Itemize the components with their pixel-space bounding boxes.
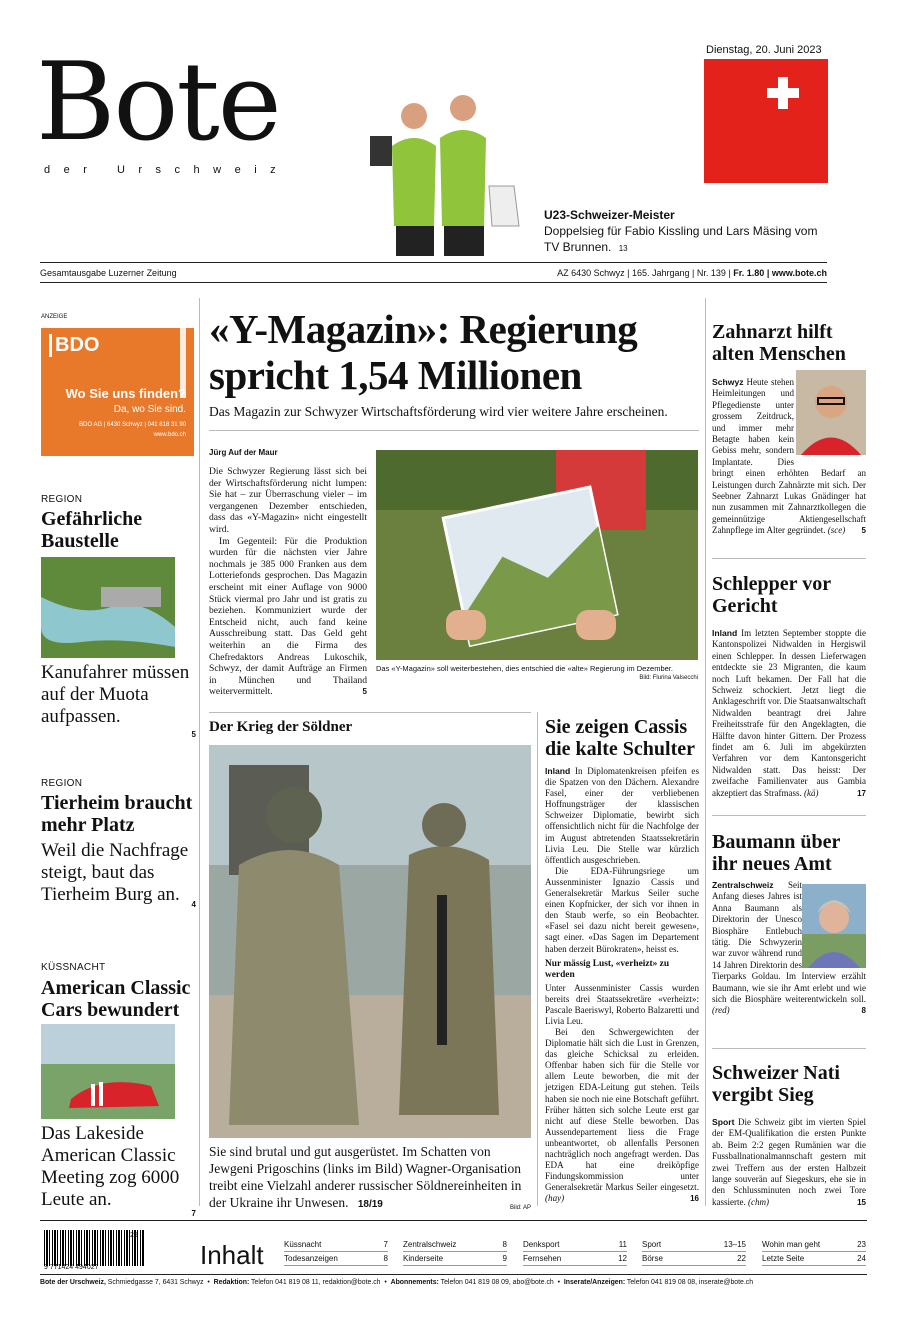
right-headline-4[interactable]: Schweizer Nati vergibt Sieg [712, 1062, 840, 1106]
right-headline-1[interactable]: Zahnarzt hilft alten Menschen [712, 321, 846, 365]
lead-body: Die Schwyzer Regierung lässt sich bei der Wirtschaftsförderung nicht lumpen: Sie hat – zur Überraschung vieler – im vergangenen Dezember entschieden, dass das «Y-Magazin» nicht eingestellt wird. Im Gegenteil: Für die Produktion wurden für die nächsten vier Jahre nochmals je 385 000 Franken aus dem Lotteriefonds gesprochen. Das Magazin erscheint mit einer Auflage von 9000 Stück viermal pro Jahr und ist gratis zu beziehen. Kommuniziert wurde der Entscheid nicht, auch fand keine Ausschreibung statt. Das Geld geht weiterhin an die Firma des Chefredaktors Andreas Lukoschik, Schwyz, der damit Aufträge an Firmen in München und Thailand weitervermittelt. 5 [209, 466, 367, 698]
left-title-1[interactable]: Gefährliche Baustelle [41, 508, 143, 552]
teaser[interactable] [544, 207, 834, 257]
masthead-subtitle: der Urschweiz [44, 164, 290, 176]
issue-info: AZ 6430 Schwyz | 165. Jahrgang | Nr. 139 | Fr. 1.80 | www.bote.ch [557, 268, 827, 278]
masthead-logo [36, 40, 356, 188]
lead-author: Jürg Auf der Maur [209, 448, 278, 457]
index-col-3 [523, 1238, 627, 1266]
athletes-photo [364, 86, 524, 261]
index-item[interactable]: Denksport 11 [523, 1238, 627, 1252]
barcode-number: 9 771424 494027 [44, 1264, 99, 1271]
right-text-3: Zentralschweiz Seit Anfang dieses Jahres ist Anna Baumann als Direktorin der Unesco Biosphäre Entlebuch tätig. Die Schwyzerin war zuvor während rund 14 Jahren Direktorin des Tierparks Goldau. Im Interview erzählt Baumann, wie sie ihr Amt erlebt und wie sich die Biosphäre weiterentwickeln soll. (red) 8 [712, 880, 866, 1016]
index-col-1 [284, 1238, 388, 1266]
index-col-2 [403, 1238, 507, 1266]
index-item[interactable]: Sport 13–15 [642, 1238, 746, 1252]
cassis-subhead: Nur mässig Lust, «verheizt» zu werden [545, 958, 670, 980]
index-item[interactable]: Wohin man geht 23 [762, 1238, 866, 1252]
right-text-2: Inland Im letzten September stoppte die Kantonspolizei Nidwalden in Hergiswil einen Schlepper. In dessen Lieferwagen entdeckte sie 23 Migranten, die kaum noch Luft bekamen. Der Fall hat die Schweiz schockiert. Jetzt liegt die Anklageschrift vor. Die Staatsanwaltschaft Nidwalden beantragt drei Jahre Freiheitsstrafe für den Angeklagten, die Hälfte davon hinter Gittern. Der Prozess findet am 6. Juli im abgekürzten Verfahren vor dem Kantonsgericht Nidwalden statt. Das heisst: Der zweifache Familienvater aus Gambia akzeptiert das Strafmass. (kä) 17 [712, 628, 866, 798]
masthead-title: Bote [36, 40, 280, 165]
krieg-pages: 18/19 [357, 1199, 383, 1210]
teaser-text: Doppelsieg für Fabio Kissling und Lars Mäsing vom TV Brunnen. [544, 224, 818, 254]
edition: Gesamtausgabe Luzerner Zeitung [40, 268, 177, 278]
right-text-1: Schwyz Heute stehen Heimleitungen und Pflegedienste unter grossem Zeitdruck, und immer mehr Betagte haben kein Gebiss mehr, sondern Implantate. Dies bringt einen erhöhten Bedarf an Leistungen durch Zahnärzte mit sich. Der Seebner Zahnarzt Lukas Gnädinger hat nun zusammen mit Zahnarztkollegen die gemeinnützige Aktiengesellschaft Zahnpflege im Alter gegründet. (sce) 5 [712, 377, 866, 536]
cassis-body: Inland In Diplomatenkreisen pfeifen es die Spatzen von den Dächern. Alexandre Fasel, einer der verbliebenen Hoffnungsträger der klassischen Schweizer Diplomatie, bewirbt sich offensichtlich nicht für die Nachfolge der im August abtretenden Staatssekretärin Livia Leu. Die Stelle war kürzlich öffentlich ausgeschrieben. Die EDA-Führungsriege um Aussenminister Ignazio Cassis und Generalsekretär Markus Seiler suche einen Kopfnicker, der sich vor ihnen in den Staub werfe, so ein Beobachter. «Fasel sei dazu nicht bereit gewesen», sagt einer. «Das Sagen im Departement haben derzeit Bürokraten», heisst es. Nur mässig Lust, «verheizt» zu werden Unter Aussenminister Cassis wurden bereits drei Staatssekretäre «verheizt»: Pascale Baeriswyl, Roberto Balzaretti und Livia Leu. Bei den Schwergewichten der Diplomatie hält sich die Lust in Grenzen, das gleiche Schicksal zu erleiden. Offenbar haben sich für die Stelle vor allem Leute beworben, die mit der jetzigen EDA-Leitung gut stehen. Teils haben sie noch nie eine Botschaft geführt. Früher hätten sich solche Leute erst gar nicht auf diese Stelle beworben. Das Aussendepartement liess die Frage unbeantwortet, ob allenfalls Personen nachträglich noch angefragt werden. Das EDA hat eine dreiköpfige Findungskommission unter Generalsekretär Markus Seiler eingesetzt. (hay) 16 [545, 766, 699, 1204]
ad-label: ANZEIGE [41, 314, 68, 320]
bdo-logo: BDO [49, 334, 99, 357]
left-kicker-1: REGION [41, 494, 83, 505]
footer-inserate[interactable]: Telefon 041 819 08 08, inserate@bote.ch [626, 1279, 754, 1286]
date: Dienstag, 20. Juni 2023 [706, 44, 822, 56]
index-item[interactable]: Todesanzeigen 8 [284, 1252, 388, 1266]
price: Fr. 1.80 [733, 268, 765, 278]
index-col-4 [642, 1238, 746, 1266]
right-text-4: Sport Die Schweiz gibt im vierten Spiel der EM-Qualifikation die ersten Punkte ab. Beim 2:2 gegen Rumänien war die Fussballnationalmannschaft gestern mit zwei Treffern aus der ersten Halbzeit lange souverän auf Siegeskurs, ehe sie in den Schlussminuten noch zwei Tore kassierte. (chm) 15 [712, 1117, 866, 1207]
krieg-kicker[interactable]: Der Krieg der Söldner [209, 719, 353, 735]
footer-redaktion[interactable]: Telefon 041 819 08 11, redaktion@bote.ch [251, 1279, 381, 1286]
ad-headline: Wo Sie uns finden? [65, 386, 186, 401]
teaser-page: 13 [618, 244, 628, 253]
index-item[interactable]: Küssnacht 7 [284, 1238, 388, 1252]
lead-caption: Das «Y-Magazin» soll weiterbestehen, dies entschied die «alte» Regierung im Dezember. Bild: Flurina Valsecchi [376, 664, 698, 683]
index-item[interactable]: Letzte Seite 24 [762, 1252, 866, 1266]
ad-sub: Da, wo Sie sind. [113, 404, 186, 415]
magazine-photo [376, 450, 698, 660]
lead-credit: Bild: Flurina Valsecchi [639, 674, 698, 681]
index-item[interactable]: Zentralschweiz 8 [403, 1238, 507, 1252]
index-title: Inhalt [200, 1240, 264, 1270]
left-text-2: Weil die Nachfrage steigt, baut das Tierheim Burg an. 4 [41, 840, 196, 909]
cars-photo [41, 1024, 175, 1119]
barcode [44, 1230, 144, 1266]
krieg-caption: Sie sind brutal und gut ausgerüstet. Im Schatten von Jewgeni Prigoschins (links im Bild) Wagner-Organisation treibt eine Vielzahl anderer russischer Söldnereinheiten in der Ukraine ihr Unwesen. 18/19 Bild: AP [209, 1143, 531, 1217]
lead-deck: Das Magazin zur Schwyzer Wirtschaftsförderung wird vier weitere Jahre erscheinen. [209, 404, 668, 419]
index-item[interactable]: Börse 22 [642, 1252, 746, 1266]
soldiers-photo [209, 745, 531, 1138]
bdo-ad[interactable] [41, 328, 194, 456]
footer-abo[interactable]: Telefon 041 819 08 09, abo@bote.ch [440, 1279, 554, 1286]
left-text-3: Das Lakeside American Classic Meeting zog 6000 Leute an. 7 [41, 1123, 196, 1218]
right-headline-2[interactable]: Schlepper vor Gericht [712, 573, 831, 617]
lead-headline[interactable]: «Y-Magazin»: Regierung spricht 1,54 Millionen [209, 306, 638, 398]
index-col-5 [762, 1238, 866, 1266]
index-item[interactable]: Kinderseite 9 [403, 1252, 507, 1266]
ad-address: BDO AG | 6430 Schwyz | 041 818 31 90 [79, 422, 186, 428]
teaser-kicker: U23-Schweizer-Meister [544, 208, 675, 222]
issue-number: 25 [130, 1232, 138, 1239]
swiss-flag [704, 59, 828, 183]
left-title-3[interactable]: American Classic Cars bewundert [41, 977, 191, 1021]
right-headline-3[interactable]: Baumann über ihr neues Amt [712, 831, 841, 875]
krieg-credit: Bild: AP [509, 1205, 531, 1211]
footer: Bote der Urschweiz, Schmiedgasse 7, 6431 Schwyz • Redaktion: Telefon 041 819 08 11, redaktion@bote.ch • Abonnements: Telefon 041 819 08 09, abo@bote.ch • Inserate/Anzeigen: Telefon 041 819 08 08, inserate@bote.ch [40, 1279, 754, 1286]
left-title-2[interactable]: Tierheim braucht mehr Platz [41, 792, 193, 836]
left-kicker-2: REGION [41, 778, 83, 789]
index-item[interactable]: Fernsehen 12 [523, 1252, 627, 1266]
cassis-headline[interactable]: Sie zeigen Cassis die kalte Schulter [545, 716, 695, 760]
ad-url: www.bdo.ch [153, 432, 186, 438]
left-kicker-3: KÜSSNACHT [41, 962, 106, 973]
left-text-1: Kanufahrer müssen auf der Muota aufpassen. 5 [41, 662, 196, 739]
river-photo [41, 557, 175, 658]
website-link[interactable]: | www.bote.ch [766, 268, 827, 278]
